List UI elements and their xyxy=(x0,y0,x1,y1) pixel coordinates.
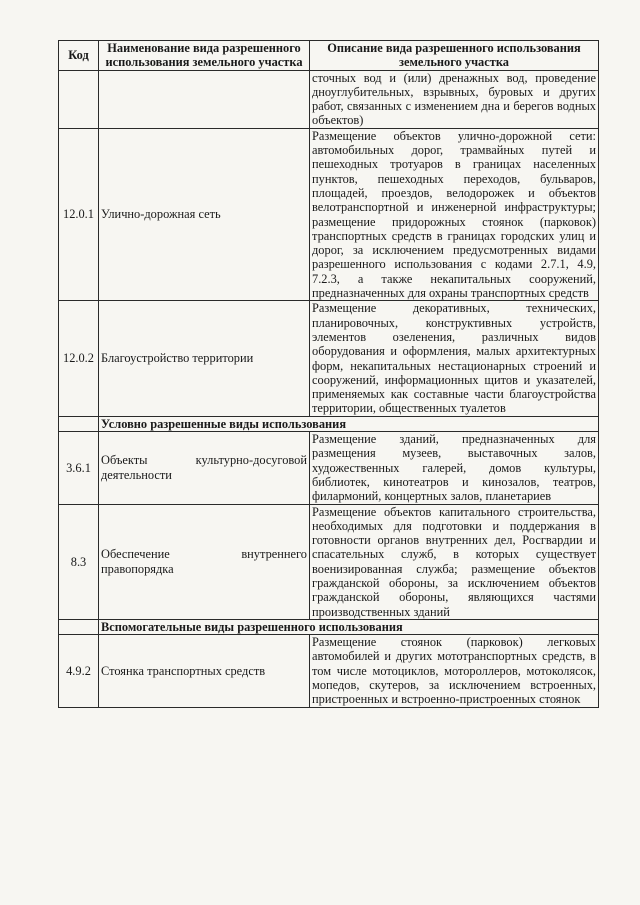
row-code: 12.0.1 xyxy=(59,128,99,301)
section-title: Вспомогательные виды разрешенного использования xyxy=(99,619,599,634)
header-name: Наименование вида разрешенного использования земельного участка xyxy=(99,41,310,71)
row-description: Размещение стоянок (парковок) легковых автомобилей и других мототранспортных средств, в том числе мотоциклов, мотороллеров, мотоколясок, мопедов, скутеров, за исключением встроенных, пристроенных и встроенно-пристроенных стоянок xyxy=(310,635,599,707)
row-code xyxy=(59,70,99,128)
row-name: Объекты культурно-досуговой деятельности xyxy=(99,432,310,504)
row-code: 8.3 xyxy=(59,504,99,619)
table-header-row xyxy=(59,41,599,71)
row-name xyxy=(99,70,310,128)
row-name: Стоянка транспортных средств xyxy=(99,635,310,707)
row-description: Размещение декоративных, технических, планировочных, конструктивных устройств, элементов озеленения, различных видов оборудования и оформления, малых архитектурных форм, некапитальных нестационарных строений и сооружений, информационных щитов и указателей, применяемых как составные части благоустройства территории, общественных туалетов xyxy=(310,301,599,416)
table-row xyxy=(59,70,599,128)
table-row xyxy=(59,504,599,619)
land-use-table xyxy=(58,40,599,708)
row-description: Размещение объектов капитального строительства, необходимых для подготовки и поддержания в готовности органов внутренних дел, Росгвардии и спасательных служб, в которых существует военизированная служба; размещение объектов гражданской обороны, за исключением объектов гражданской обороны, являющихся частями производственных зданий xyxy=(310,504,599,619)
header-code: Код xyxy=(59,41,99,71)
row-description: Размещение зданий, предназначенных для размещения музеев, выставочных залов, художественных галерей, домов культуры, библиотек, кинотеатров и кинозалов, театров, филармоний, концертных залов, планетариев xyxy=(310,432,599,504)
row-code: 4.9.2 xyxy=(59,635,99,707)
row-description: Размещение объектов улично-дорожной сети: автомобильных дорог, трамвайных путей и пешеходных тротуаров в границах населенных пунктов, пешеходных переходов, бульваров, площадей, проездов, велодорожек и объектов велотранспортной и инженерной инфраструктуры; размещение придорожных стоянок (парковок) транспортных средств в границах городских улиц и дорог, за исключением предусмотренных видами разрешенного использования с кодами 2.7.1, 4.9, 7.2.3, а также некапитальных сооружений, предназначенных для охраны транспортных средств xyxy=(310,128,599,301)
row-name: Улично-дорожная сеть xyxy=(99,128,310,301)
table-row xyxy=(59,635,599,707)
table-row xyxy=(59,128,599,301)
table-row xyxy=(59,301,599,416)
table-row xyxy=(59,432,599,504)
header-description: Описание вида разрешенного использования земельного участка xyxy=(310,41,599,71)
section-row-auxiliary xyxy=(59,619,599,634)
section-title: Условно разрешенные виды использования xyxy=(99,416,599,431)
row-code: 3.6.1 xyxy=(59,432,99,504)
row-description: сточных вод и (или) дренажных вод, проведение дноуглубительных, взрывных, буровых и других работ, связанных с изменением дна и берегов водных объектов) xyxy=(310,70,599,128)
row-name: Обеспечение внутреннего правопорядка xyxy=(99,504,310,619)
row-name: Благоустройство территории xyxy=(99,301,310,416)
row-code: 12.0.2 xyxy=(59,301,99,416)
section-row-conditional xyxy=(59,416,599,431)
